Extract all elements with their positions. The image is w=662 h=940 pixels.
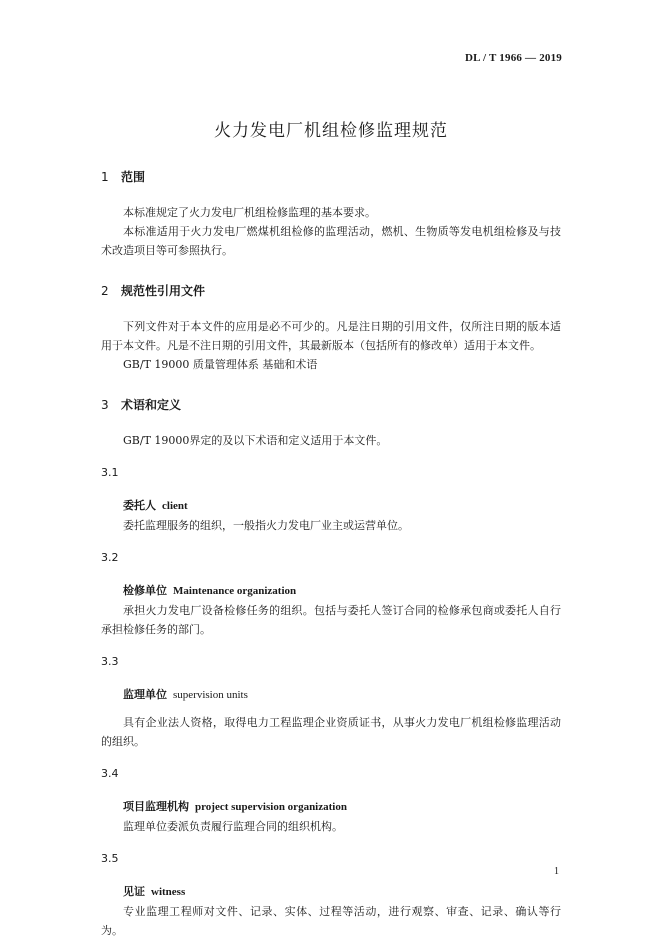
section-number: 1 [101, 170, 109, 184]
term-heading [123, 882, 561, 902]
reference-item: GB/T 19000 质量管理体系 基础和术语 [123, 358, 318, 371]
section-title: 术语和定义 [121, 398, 182, 412]
term-zh: 项目监理机构 [123, 800, 189, 813]
term-zh: 检修单位 [123, 584, 167, 597]
term-number: 3.2 [101, 551, 119, 564]
term-definition: 委托监理服务的组织，一般指火力发电厂业主或运营单位。 [123, 519, 409, 532]
document-title: 火力发电厂机组检修监理规范 [214, 121, 448, 141]
term-heading [123, 496, 561, 516]
paragraph: 下列文件对于本文件的应用是必不可少的。凡是注日期的引用文件，仅所注日期的版本适用于本文件。凡是不注日期的引用文件，其最新版本（包括所有的修改单）适用于本文件。 [101, 320, 561, 352]
term-heading [123, 797, 561, 817]
section-heading [101, 396, 561, 414]
term-en: witness [151, 886, 186, 898]
term-en: project supervision organization [195, 801, 347, 813]
term-definition: 专业监理工程师对文件、记录、实体、过程等活动，进行观察、审查、记录、确认等行为。 [101, 905, 561, 937]
term-number: 3.3 [101, 655, 119, 668]
term-zh: 监理单位 [123, 688, 167, 701]
section-heading [101, 168, 561, 186]
term-definition: 具有企业法人资格，取得电力工程监理企业资质证书，从事火力发电厂机组检修监理活动的组织。 [101, 716, 561, 748]
term-en: client [162, 500, 188, 512]
term-definition: 承担火力发电厂设备检修任务的组织。包括与委托人签订合同的检修承包商或委托人自行承担检修任务的部门。 [101, 604, 561, 636]
page-number: 1 [554, 866, 559, 877]
term-definition: 监理单位委派负责履行监理合同的组织机构。 [123, 820, 343, 833]
term-heading [123, 581, 561, 601]
term-number: 3.4 [101, 767, 119, 780]
term-number: 3.1 [101, 466, 119, 479]
term-zh: 见证 [123, 885, 145, 898]
paragraph: 本标准规定了火力发电厂机组检修监理的基本要求。 [123, 206, 376, 219]
term-zh: 委托人 [123, 499, 156, 512]
term-number: 3.5 [101, 852, 119, 865]
section-title: 规范性引用文件 [121, 284, 206, 298]
term-en: supervision units [173, 689, 248, 701]
paragraph: GB/T 19000界定的及以下术语和定义适用于本文件。 [123, 434, 388, 447]
paragraph: 本标准适用于火力发电厂燃煤机组检修的监理活动，燃机、生物质等发电机组检修及与技术改造项目等可参照执行。 [101, 225, 561, 257]
section-title: 范围 [121, 170, 146, 184]
term-heading [123, 685, 561, 705]
standard-code: DL / T 1966 — 2019 [464, 52, 562, 64]
section-number: 2 [101, 284, 109, 298]
section-number: 3 [101, 398, 109, 412]
document-body [101, 168, 561, 940]
term-en: Maintenance organization [173, 585, 297, 597]
section-heading [101, 282, 561, 300]
